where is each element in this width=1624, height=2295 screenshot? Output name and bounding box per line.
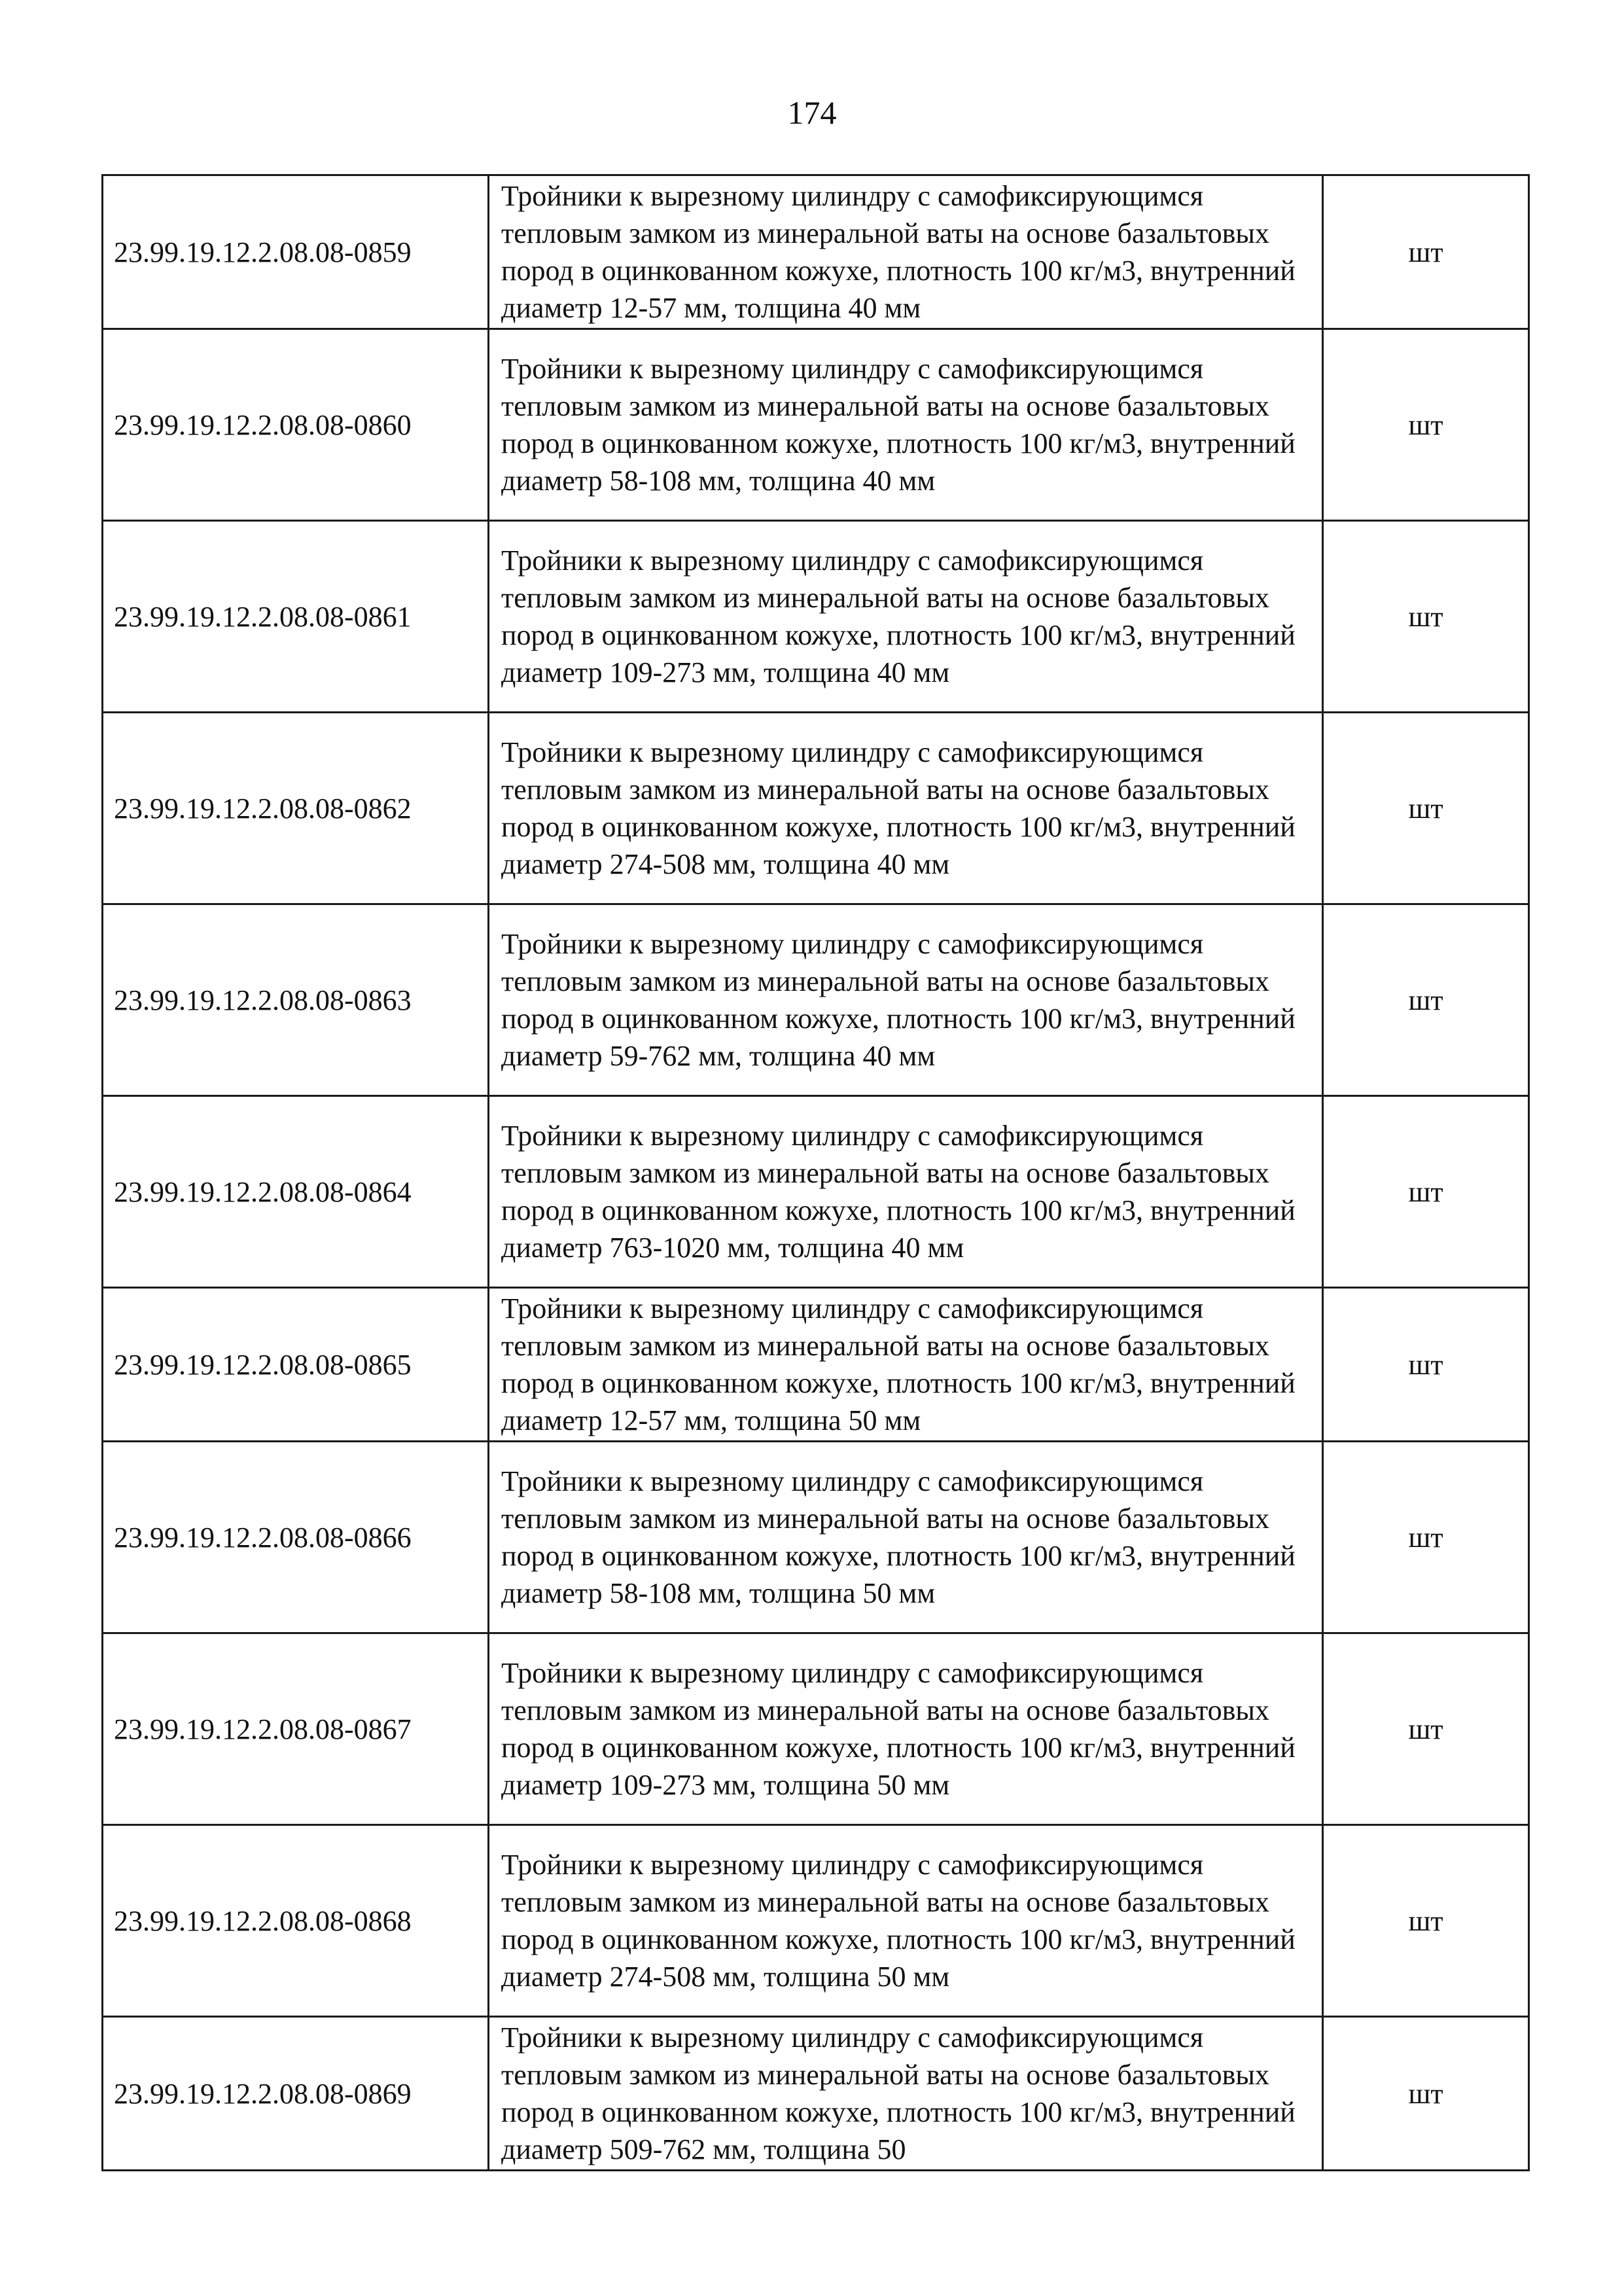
- table-row: [103, 175, 1529, 329]
- unit-of-measure: шт: [1323, 713, 1529, 904]
- unit-of-measure: шт: [1323, 1288, 1529, 1442]
- page-number: 174: [787, 94, 837, 131]
- table-row: [103, 713, 1529, 904]
- resource-description: Тройники к вырезному цилиндру с самофиксирующимся тепловым замком из минеральной ваты на основе базальтовых пород в оцинкованном кожухе, плотность 100 кг/м3, внутренний диаметр 763-1020 мм, толщина 40 мм: [489, 1096, 1323, 1288]
- resource-code: 23.99.19.12.2.08.08-0868: [103, 1825, 489, 2017]
- table-row: [103, 1633, 1529, 1825]
- resource-code: 23.99.19.12.2.08.08-0865: [103, 1288, 489, 1442]
- resource-description: Тройники к вырезному цилиндру с самофиксирующимся тепловым замком из минеральной ваты на основе базальтовых пород в оцинкованном кожухе, плотность 100 кг/м3, внутренний диаметр 59-762 мм, толщина 40 мм: [489, 904, 1323, 1096]
- resource-code: 23.99.19.12.2.08.08-0866: [103, 1442, 489, 1633]
- resource-description: Тройники к вырезному цилиндру с самофиксирующимся тепловым замком из минеральной ваты на основе базальтовых пород в оцинкованном кожухе, плотность 100 кг/м3, внутренний диаметр 12-57 мм, толщина 40 мм: [489, 175, 1323, 329]
- resource-code: 23.99.19.12.2.08.08-0863: [103, 904, 489, 1096]
- unit-of-measure: шт: [1323, 1442, 1529, 1633]
- unit-of-measure: шт: [1323, 1096, 1529, 1288]
- unit-of-measure: шт: [1323, 2017, 1529, 2171]
- resource-code: 23.99.19.12.2.08.08-0864: [103, 1096, 489, 1288]
- resource-description: Тройники к вырезному цилиндру с самофиксирующимся тепловым замком из минеральной ваты на основе базальтовых пород в оцинкованном кожухе, плотность 100 кг/м3, внутренний диаметр 58-108 мм, толщина 50 мм: [489, 1442, 1323, 1633]
- resource-code: 23.99.19.12.2.08.08-0869: [103, 2017, 489, 2171]
- table-row: [103, 1288, 1529, 1442]
- resource-code: 23.99.19.12.2.08.08-0860: [103, 329, 489, 521]
- resource-code: 23.99.19.12.2.08.08-0867: [103, 1633, 489, 1825]
- resource-description: Тройники к вырезному цилиндру с самофиксирующимся тепловым замком из минеральной ваты на основе базальтовых пород в оцинкованном кожухе, плотность 100 кг/м3, внутренний диаметр 274-508 мм, толщина 50 мм: [489, 1825, 1323, 2017]
- resource-description: Тройники к вырезному цилиндру с самофиксирующимся тепловым замком из минеральной ваты на основе базальтовых пород в оцинкованном кожухе, плотность 100 кг/м3, внутренний диаметр 109-273 мм, толщина 50 мм: [489, 1633, 1323, 1825]
- resource-description: Тройники к вырезному цилиндру с самофиксирующимся тепловым замком из минеральной ваты на основе базальтовых пород в оцинкованном кожухе, плотность 100 кг/м3, внутренний диаметр 109-273 мм, толщина 40 мм: [489, 521, 1323, 713]
- resource-description: Тройники к вырезному цилиндру с самофиксирующимся тепловым замком из минеральной ваты на основе базальтовых пород в оцинкованном кожухе, плотность 100 кг/м3, внутренний диаметр 12-57 мм, толщина 50 мм: [489, 1288, 1323, 1442]
- unit-of-measure: шт: [1323, 1825, 1529, 2017]
- table-row: [103, 329, 1529, 521]
- unit-of-measure: шт: [1323, 329, 1529, 521]
- resource-description: Тройники к вырезному цилиндру с самофиксирующимся тепловым замком из минеральной ваты на основе базальтовых пород в оцинкованном кожухе, плотность 100 кг/м3, внутренний диаметр 274-508 мм, толщина 40 мм: [489, 713, 1323, 904]
- resource-code: 23.99.19.12.2.08.08-0862: [103, 713, 489, 904]
- unit-of-measure: шт: [1323, 175, 1529, 329]
- unit-of-measure: шт: [1323, 521, 1529, 713]
- resource-code: 23.99.19.12.2.08.08-0861: [103, 521, 489, 713]
- resource-description: Тройники к вырезному цилиндру с самофиксирующимся тепловым замком из минеральной ваты на основе базальтовых пород в оцинкованном кожухе, плотность 100 кг/м3, внутренний диаметр 58-108 мм, толщина 40 мм: [489, 329, 1323, 521]
- resource-description: Тройники к вырезному цилиндру с самофиксирующимся тепловым замком из минеральной ваты на основе базальтовых пород в оцинкованном кожухе, плотность 100 кг/м3, внутренний диаметр 509-762 мм, толщина 50: [489, 2017, 1323, 2171]
- table-row: [103, 2017, 1529, 2171]
- specification-table: [101, 174, 1530, 2171]
- table-row: [103, 904, 1529, 1096]
- table-row: [103, 1442, 1529, 1633]
- table-row: [103, 1825, 1529, 2017]
- unit-of-measure: шт: [1323, 904, 1529, 1096]
- resource-code: 23.99.19.12.2.08.08-0859: [103, 175, 489, 329]
- unit-of-measure: шт: [1323, 1633, 1529, 1825]
- table-row: [103, 521, 1529, 713]
- table-row: [103, 1096, 1529, 1288]
